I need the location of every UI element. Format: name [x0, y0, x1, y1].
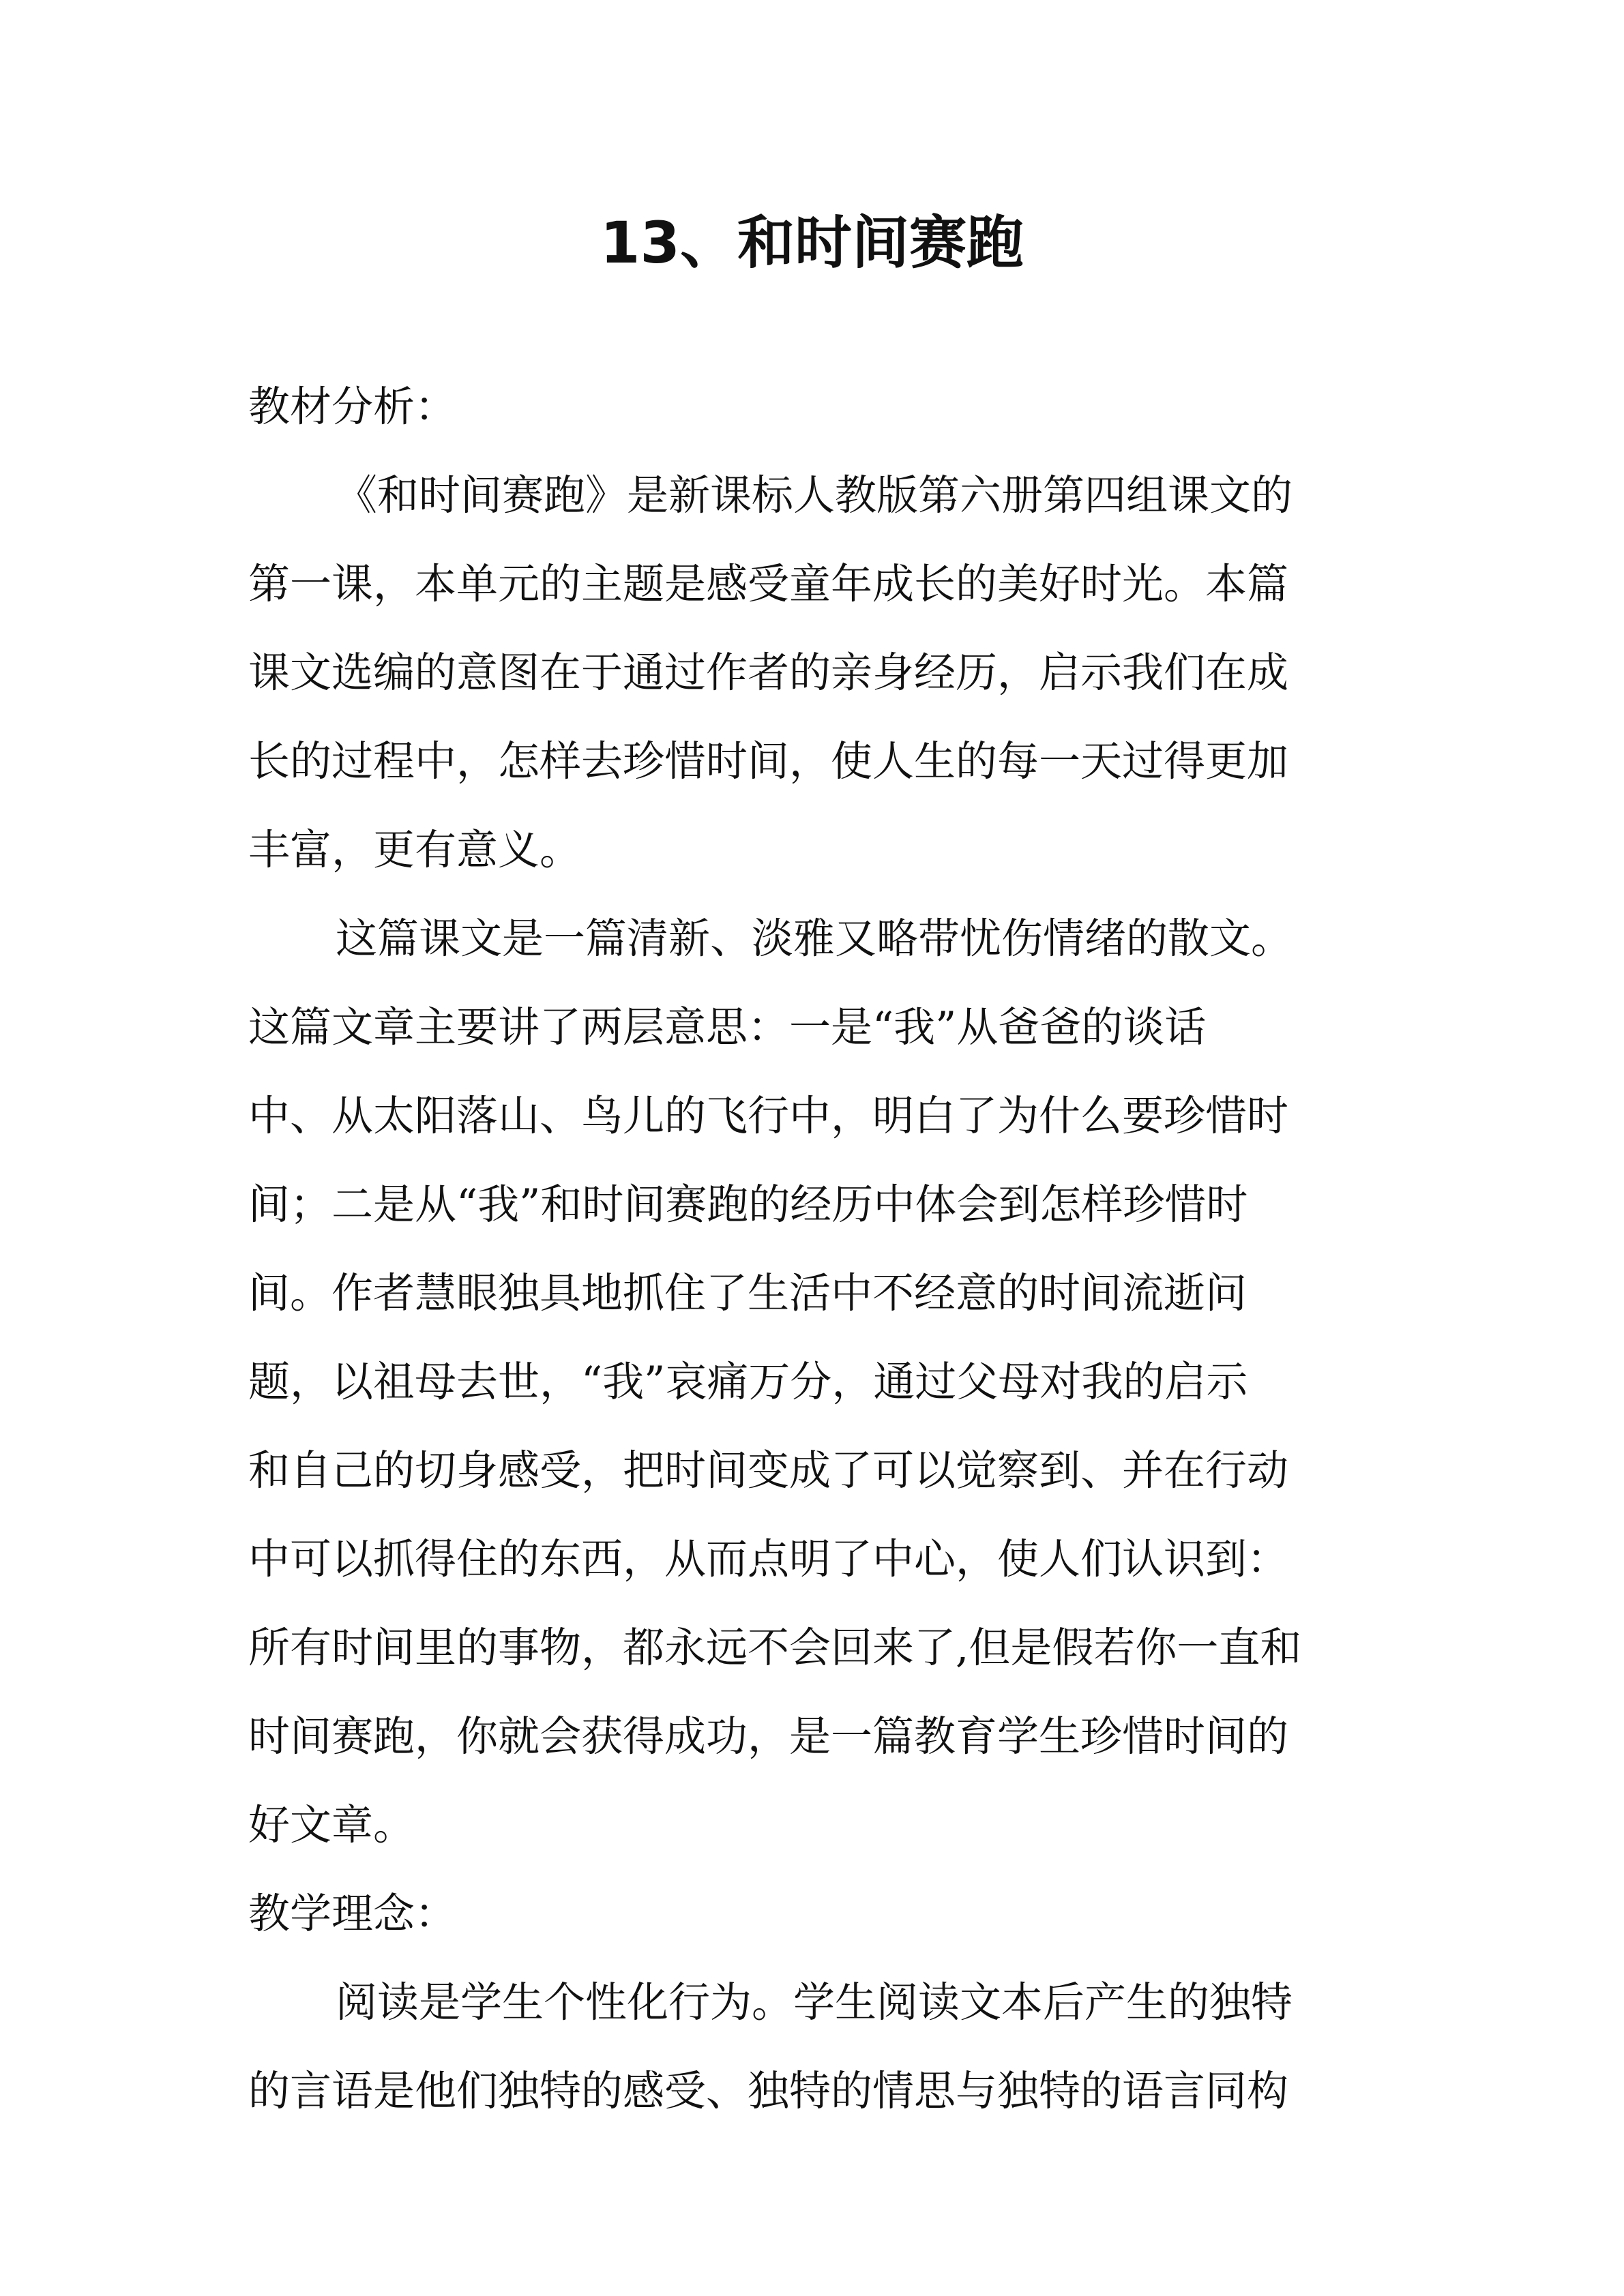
text-line: 第一课，本单元的主题是感受童年成长的美好时光。本篇 — [248, 560, 1289, 608]
text-line: 题，以祖母去世，“我”哀痛万分，通过父母对我的启示 — [248, 1358, 1248, 1406]
text-line: 这篇课文是一篇清新、淡雅又略带忧伤情绪的散文。 — [336, 914, 1293, 963]
text-line: 这篇文章主要讲了两层意思：一是“我”从爸爸的谈话 — [248, 1003, 1207, 1052]
text-line: 时间赛跑，你就会获得成功，是一篇教育学生珍惜时间的 — [248, 1712, 1289, 1761]
text-line: 阅读是学生个性化行为。学生阅读文本后产生的独特 — [336, 1978, 1293, 2027]
text-line: 中可以抓得住的东西，从而点明了中心，使人们认识到： — [248, 1535, 1289, 1583]
text-line: 教学理念： — [248, 1890, 457, 1938]
text-line: 和自己的切身感受，把时间变成了可以觉察到、并在行动 — [248, 1446, 1289, 1495]
text-line: 丰富，更有意义。 — [248, 826, 582, 874]
text-line: 间；二是从“我”和时间赛跑的经历中体会到怎样珍惜时 — [248, 1180, 1248, 1229]
text-line: 课文选编的意图在于通过作者的亲身经历，启示我们在成 — [248, 648, 1289, 697]
text-line: 《和时间赛跑》是新课标人教版第六册第四组课文的 — [336, 471, 1293, 520]
text-line: 教材分析： — [248, 383, 457, 431]
text-line: 间。作者慧眼独具地抓住了生活中不经意的时间流逝问 — [248, 1269, 1247, 1317]
text-line: 好文章。 — [248, 1801, 415, 1849]
text-line: 中、从太阳落山、鸟儿的飞行中，明白了为什么要珍惜时 — [248, 1092, 1289, 1140]
text-line: 的言语是他们独特的感受、独特的情思与独特的语言同构 — [248, 2067, 1289, 2115]
page-title: 13、和时间赛跑 — [600, 209, 1024, 276]
document-body — [248, 363, 1381, 2136]
text-line: 长的过程中，怎样去珍惜时间，使人生的每一天过得更加 — [248, 737, 1289, 786]
text-line: 所有时间里的事物，都永远不会回来了,但是假若你一直和 — [248, 1624, 1302, 1672]
